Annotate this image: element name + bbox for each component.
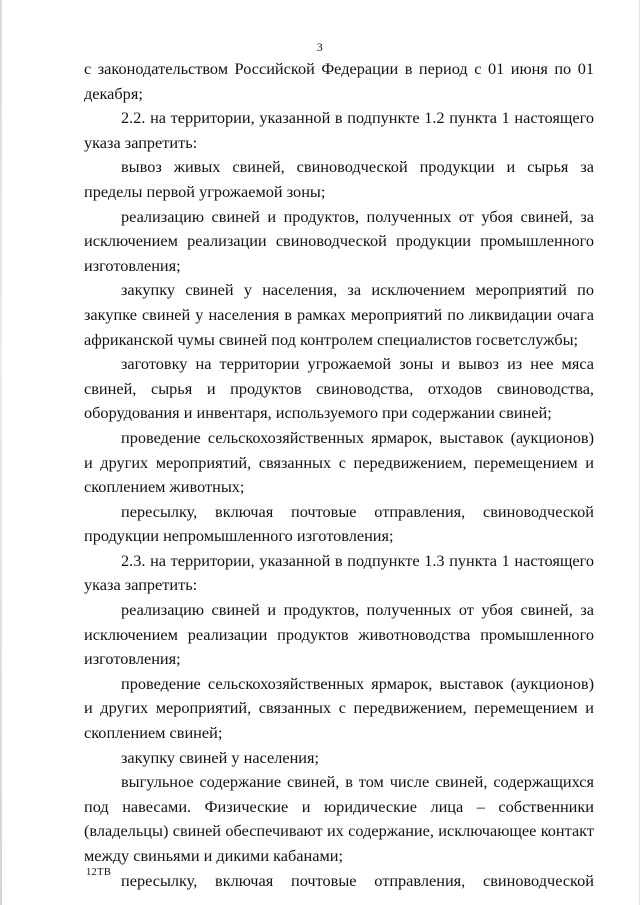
paragraph: проведение сельскохозяйственных ярмарок, выставок (аукционов) и других мероприятий, связанных с передвижением, перемещением и скоплением свиней; — [84, 673, 594, 743]
paragraph: закупку свиней у населения; — [121, 747, 320, 767]
paragraph: вывоз живых свиней, свиноводческой продукции и сырья за пределы первой угрожаемой зоны; — [84, 157, 594, 201]
paragraph: пересылку, включая почтовые отправления, свиноводческой продукции непромышленного изготовления; — [84, 501, 594, 546]
paragraph: заготовку на территории угрожаемой зоны и вывоз из нее мяса свиней, сырья и продуктов свиноводства, отходов свиноводства, оборудования и инвентаря, используемого при содержании свиней; — [84, 354, 594, 423]
footer-document-code: 12ТВ — [86, 867, 112, 878]
document-body — [84, 57, 594, 893]
paragraph: реализацию свиней и продуктов, полученных от убоя свиней, за исключением реализации продуктов животноводства промышленного изготовления; — [84, 600, 594, 669]
paragraph: с законодательством Российской Федерации в период с 01 июня по 01 декабря; — [84, 59, 594, 103]
paragraph: закупку свиней у населения, за исключением мероприятий по закупке свиней у населения в рамках мероприятий по ликвидации очага африканской чумы свиней под контролем специалистов госветслужбы; — [84, 280, 594, 349]
paragraph: проведение сельскохозяйственных ярмарок, выставок (аукционов) и других мероприятий, связанных с передвижением, перемещением и скоплением животных; — [84, 427, 594, 497]
paragraph: 2.2. на территории, указанной в подпункте 1.2 пункта 1 настоящего указа запретить: — [84, 108, 594, 152]
paragraph: реализацию свиней и продуктов, полученных от убоя свиней, за исключением реализации свиноводческой продукции промышленного изготовления; — [84, 206, 594, 275]
paragraph: 2.3. на территории, указанной в подпункте 1.3 пункта 1 настоящего указа запретить: — [84, 550, 594, 595]
scan-edge-left — [0, 0, 2, 905]
paragraph: пересылку, включая почтовые отправления, свиноводческой — [121, 870, 594, 890]
paragraph: выгульное содержание свиней, в том числе свиней, содержащихся под навесами. Физические и юридические лица – собственники (владельцы) свиней обеспечивают их содержание, исключающее контакт между свиньями и дикими кабанами; — [84, 772, 594, 865]
page-number: 3 — [316, 40, 324, 54]
